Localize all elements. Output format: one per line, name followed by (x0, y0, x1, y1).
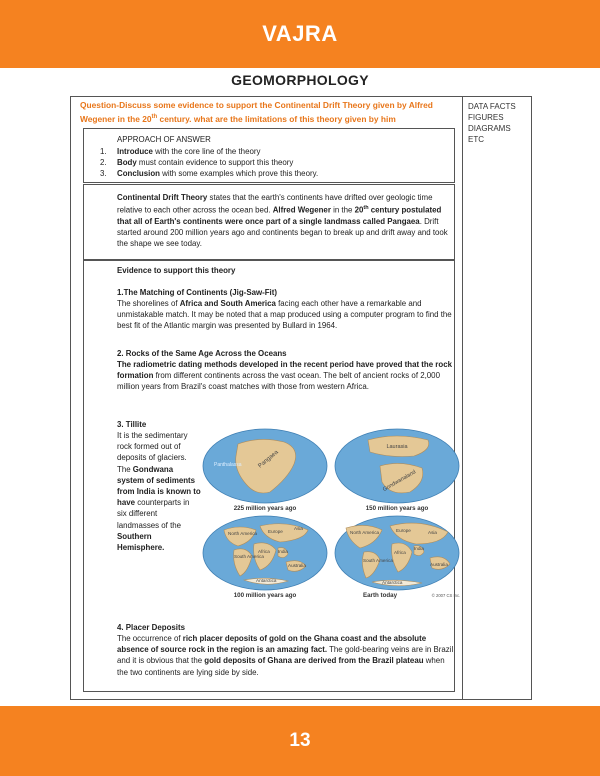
bottom-banner (0, 706, 600, 776)
map-label: North America (228, 531, 258, 536)
map-caption: Earth today (362, 592, 398, 599)
brand-title: VAJRA (262, 21, 338, 46)
map-label: Europe (268, 529, 283, 534)
map-label: North America (350, 530, 380, 535)
continental-drift-figure (200, 426, 462, 600)
map-label: South America (234, 554, 264, 559)
map-panel (203, 429, 327, 512)
map-label: Africa (394, 550, 406, 555)
map-label: Pangaea (257, 449, 280, 470)
map-label: Panthalassa (214, 462, 242, 468)
rocks-paragraph: The radiometric dating methods developed in the recent period have proved that the rock formation from different continents across the vast ocean. The belt of ancient rocks of 2,000 million years from Brazil's coast matches with those from western Africa. (117, 360, 452, 392)
map-label: India (414, 546, 424, 551)
map-caption: 225 million years ago (233, 505, 297, 512)
margin-note: DIAGRAMS (468, 124, 511, 133)
subject-title: GEOMORPHOLOGY (231, 72, 369, 88)
column-divider (462, 96, 463, 700)
map-label: Gondwanaland (381, 469, 418, 493)
top-banner (0, 0, 600, 68)
map-caption: 100 million years ago (233, 592, 297, 599)
list-item: 1. Introduce with the core line of the theory (100, 147, 261, 156)
tillite-paragraph: It is the sedimentary rock formed out of deposits of glaciers. The Gondwana system of sediments from India is known to have counterparts in six different landmasses of the Southern Hemisphere. (117, 431, 201, 553)
page-number: 13 (289, 730, 311, 751)
placer-paragraph: The occurrence of rich placer deposits of gold on the Ghana coast and the absolute absence of source rock in the region is an amazing fact. The gold-bearing veins are in Brazil and it is obvious that the gold deposits of Ghana are derived from the Brazil plateau when the two continents are lying side by side. (117, 634, 454, 677)
map-panel (335, 516, 460, 599)
margin-note: FIGURES (468, 113, 504, 122)
list-item: 3. Conclusion with some examples which prove this theory. (100, 169, 319, 179)
definition-paragraph: Continental Drift Theory states that the earth's continents have drifted over geologic time relative to each other across the ocean bed. Alfred Wegener in the 20th century postulated that all of Earth's continents were once part of a single landmass called Pangaea. Drift started around 200 million years ago and continents began to break up and drift away and took the shape we see today. (117, 193, 448, 249)
map-panel (203, 516, 327, 599)
section-heading: 4. Placer Deposits (117, 623, 185, 632)
map-label: Laurasia (386, 444, 408, 450)
section-heading: 1.The Matching of Continents (Jig-Saw-Fit) (117, 288, 277, 297)
map-label: Asia (294, 526, 303, 531)
map-panel (335, 429, 459, 512)
map-label: Antarctica (382, 580, 403, 585)
section-heading: 2. Rocks of the Same Age Across the Oceans (117, 349, 287, 358)
map-label: Europe (396, 528, 411, 533)
map-label: Australia (430, 562, 448, 567)
question-text: Question-Discuss some evidence to support the Continental Drift Theory given by Alfred Wegener in the 20th century. what are the limitations of this theory given by him (80, 100, 433, 124)
margin-notes (468, 101, 516, 145)
evidence-title: Evidence to support this theory (117, 266, 236, 275)
map-label: Asia (428, 530, 437, 535)
figure-credit: © 2007 CS Inc. (431, 593, 461, 598)
map-label: India (278, 549, 288, 554)
map-label: Antarctica (256, 578, 277, 583)
list-item: 2. Body must contain evidence to support this theory (100, 158, 294, 168)
map-caption: 150 million years ago (365, 505, 429, 512)
approach-list (100, 146, 440, 180)
matching-paragraph: The shorelines of Africa and South America facing each other have a remarkable and unmistakable match. It may be noted that a map produced using a computer program to find the best fit of the Atlantic margin was presented by Bullard in 1964. (117, 299, 452, 331)
approach-title: APPROACH OF ANSWER (117, 135, 211, 144)
section-heading: 3. Tillite (117, 420, 147, 429)
margin-note: DATA FACTS (468, 102, 516, 111)
margin-note: ETC (468, 135, 484, 144)
map-label: Australia (288, 563, 306, 568)
map-label: South America (363, 558, 393, 563)
map-label: Africa (258, 549, 270, 554)
